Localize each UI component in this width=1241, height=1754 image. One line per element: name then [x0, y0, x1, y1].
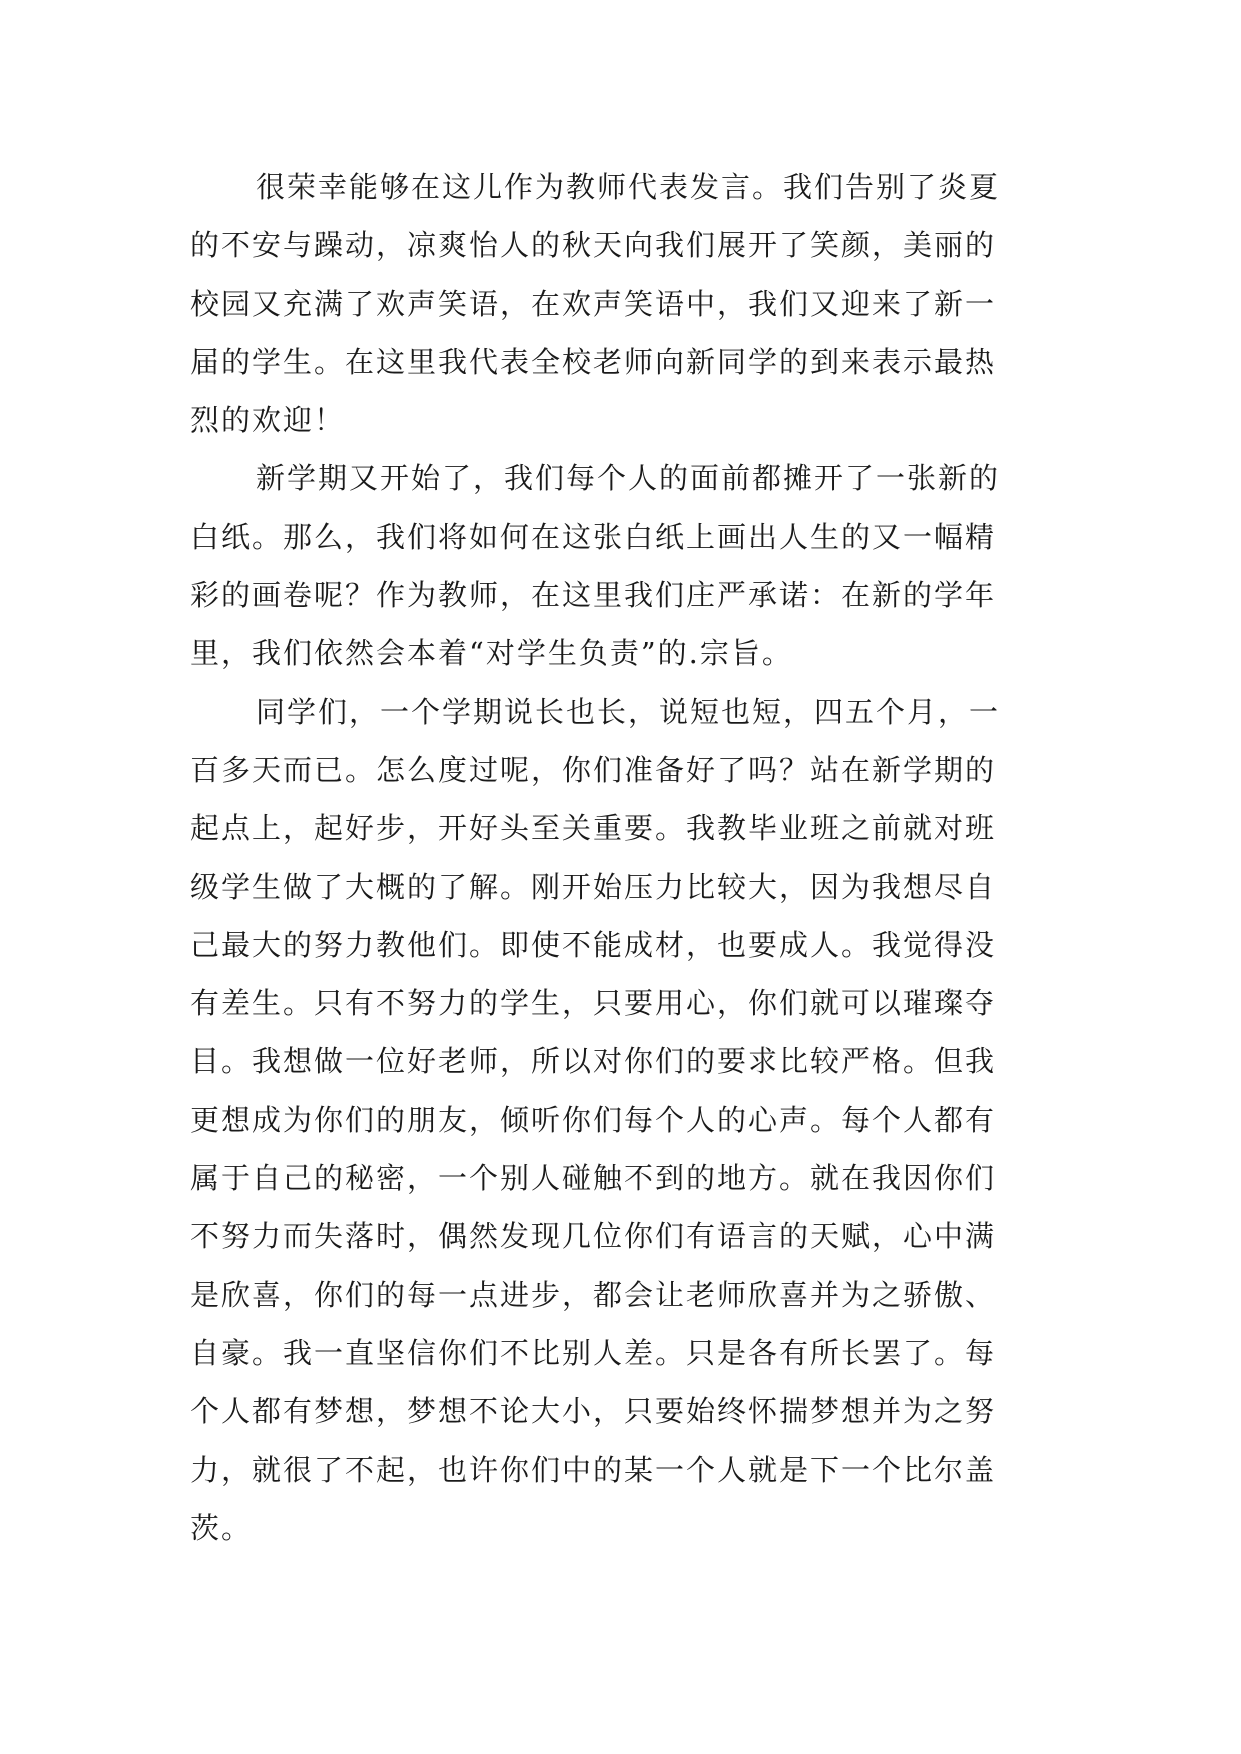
text-line: 烈的欢迎！: [190, 403, 346, 438]
text-line: 级学生做了大概的了解。刚开始压力比较大，因为我想尽自: [190, 869, 997, 904]
text-line: 个人都有梦想，梦想不论大小，只要始终怀揣梦想并为之努: [190, 1394, 997, 1429]
text-line: 校园又充满了欢声笑语，在欢声笑语中，我们又迎来了新一: [190, 286, 997, 321]
text-line: 起点上，起好步，开好头至关重要。我教毕业班之前就对班: [190, 811, 997, 846]
text-line: 更想成为你们的朋友，倾听你们每个人的心声。每个人都有: [190, 1102, 997, 1137]
text-line: 茨。: [190, 1510, 253, 1545]
text-line: 自豪。我一直坚信你们不比别人差。只是各有所长罢了。每: [190, 1335, 997, 1370]
text-line: 不努力而失落时，偶然发现几位你们有语言的天赋，心中满: [190, 1219, 997, 1254]
text-line: 彩的画卷呢？作为教师，在这里我们庄严承诺：在新的学年: [190, 578, 997, 613]
text-line: 白纸。那么，我们将如何在这张白纸上画出人生的又一幅精: [190, 519, 997, 554]
text-line: 有差生。只有不努力的学生，只要用心，你们就可以璀璨夺: [190, 986, 997, 1021]
text-line: 百多天而已。怎么度过呢，你们准备好了吗？站在新学期的: [190, 752, 997, 787]
text-line: 届的学生。在这里我代表全校老师向新同学的到来表示最热: [190, 344, 997, 379]
text-line: 己最大的努力教他们。即使不能成材，也要成人。我觉得没: [190, 927, 997, 962]
paragraph-first-line: 很荣幸能够在这儿作为教师代表发言。我们告别了炎夏: [256, 170, 1001, 204]
text-line: 目。我想做一位好老师，所以对你们的要求比较严格。但我: [190, 1044, 997, 1079]
paragraph-first-line: 新学期又开始了，我们每个人的面前都摊开了一张新的: [256, 461, 1001, 496]
speech-text: [190, 158, 1064, 1557]
text-line: 里，我们依然会本着“对学生负责”的.宗旨。: [190, 636, 793, 671]
text-line: 属于自己的秘密，一个别人碰触不到的地方。就在我因你们: [190, 1161, 997, 1196]
text-line: 力，就很了不起，也许你们中的某一个人就是下一个比尔盖: [190, 1452, 997, 1487]
text-line: 的不安与躁动，凉爽怡人的秋天向我们展开了笑颜，美丽的: [190, 228, 997, 263]
text-line: 是欣喜，你们的每一点进步，都会让老师欣喜并为之骄傲、: [190, 1277, 997, 1312]
paragraph-first-line: 同学们，一个学期说长也长，说短也短，四五个月，一: [256, 694, 1001, 729]
